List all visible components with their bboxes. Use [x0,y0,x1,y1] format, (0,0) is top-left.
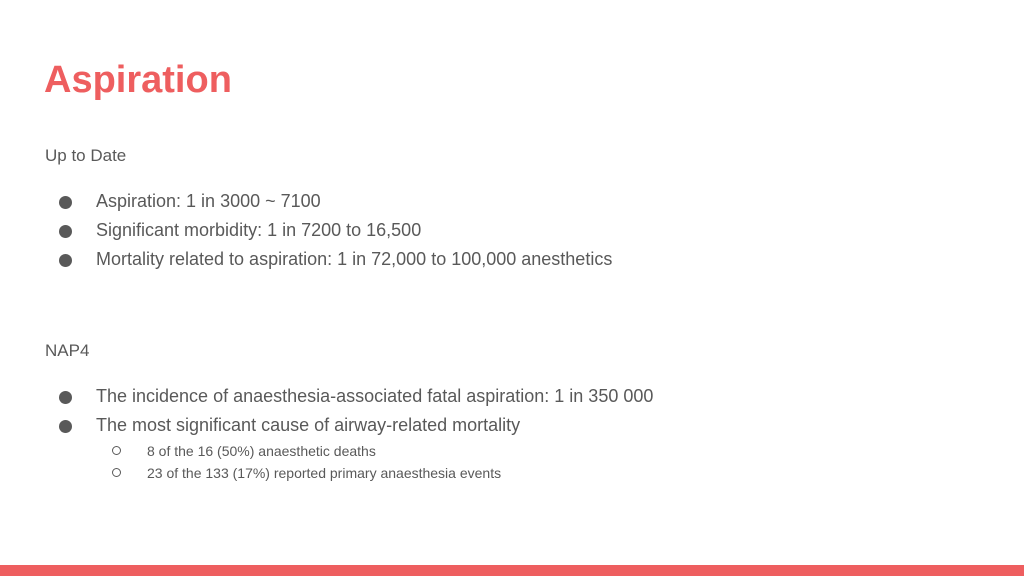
bullet-text: The incidence of anaesthesia-associated fatal aspiration: 1 in 350 000 [96,386,654,406]
hollow-circle-icon [112,468,121,477]
sub-bullet-text: 8 of the 16 (50%) anaesthetic deaths [147,443,376,459]
section-heading-up-to-date: Up to Date [45,146,127,165]
bullet-text: Mortality related to aspiration: 1 in 72,000 to 100,000 anesthetics [96,249,613,269]
bullet-text: Significant morbidity: 1 in 7200 to 16,500 [96,220,422,240]
slide-title: Aspiration [44,59,232,101]
bottom-accent-bar [0,565,1024,576]
bullet-text: The most significant cause of airway-related mortality [96,415,521,435]
bullet-text: Aspiration: 1 in 3000 ~ 7100 [96,191,321,211]
bullet-dot-icon [59,196,72,209]
hollow-circle-icon [112,446,121,455]
section-heading-nap4: NAP4 [45,341,90,360]
sub-bullet-text: 23 of the 133 (17%) reported primary anaesthesia events [147,465,502,481]
bullet-dot-icon [59,420,72,433]
bullet-dot-icon [59,391,72,404]
bullet-dot-icon [59,225,72,238]
bullet-dot-icon [59,254,72,267]
